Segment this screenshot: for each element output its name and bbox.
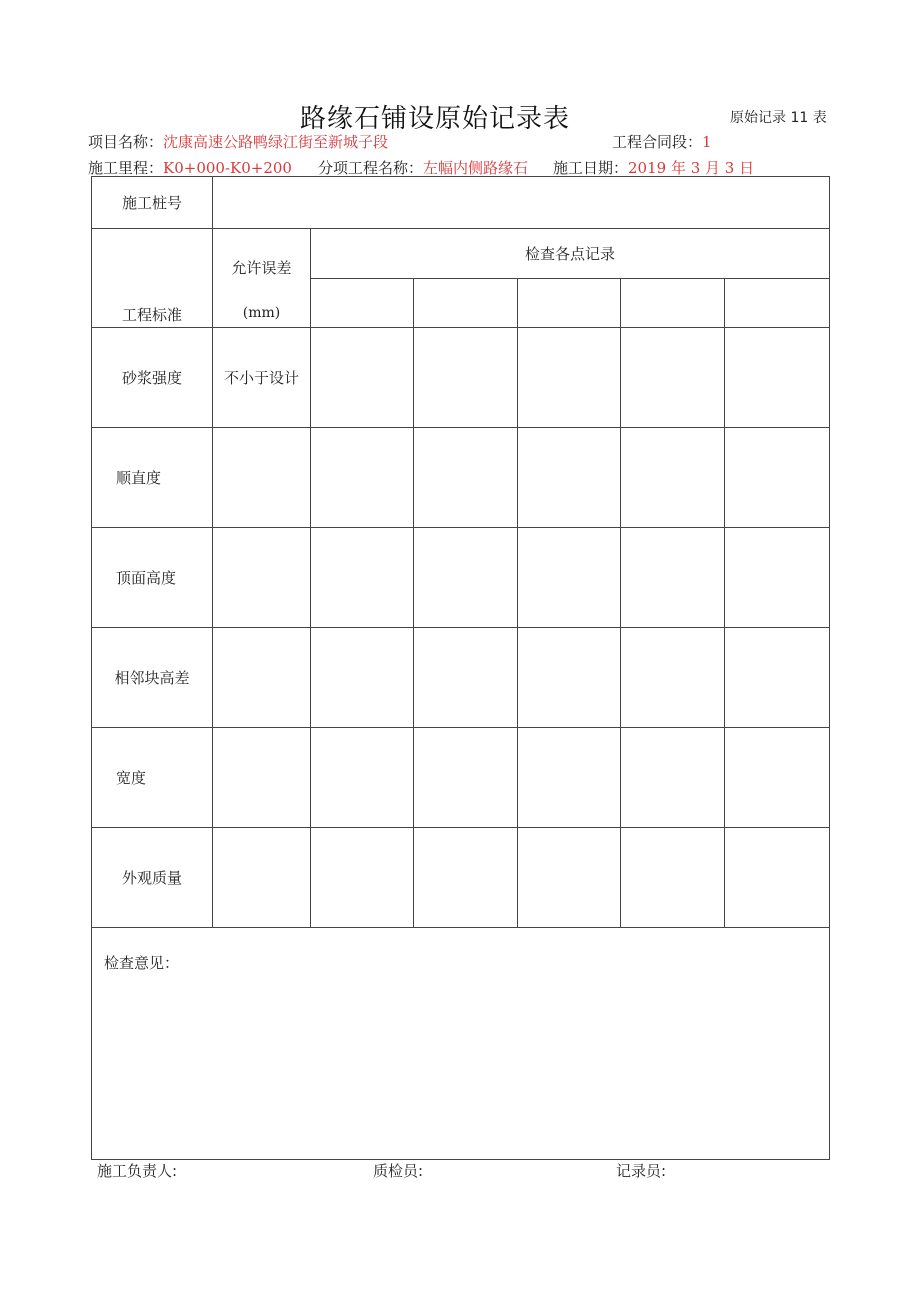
row-label: 外观质量: [92, 828, 213, 928]
table-row: [92, 528, 830, 628]
record-cell[interactable]: [725, 728, 830, 828]
record-cell[interactable]: [621, 528, 725, 628]
row-tolerance[interactable]: [213, 828, 311, 928]
stake-row: [92, 177, 830, 229]
check-point-cell[interactable]: [725, 278, 830, 328]
standard-label-cell: [92, 229, 213, 328]
record-cell[interactable]: [311, 628, 414, 728]
record-cell[interactable]: [518, 628, 621, 728]
row-label: 宽度: [92, 728, 213, 828]
record-cell[interactable]: [311, 828, 414, 928]
recorder-signature: 记录员:: [616, 1162, 667, 1180]
opinion-label: 检查意见：: [104, 954, 180, 972]
table-row: [92, 428, 830, 528]
subitem-value: 左幅内侧路缘石: [423, 159, 529, 177]
table-row: [92, 828, 830, 928]
page-title: 路缘石铺设原始记录表: [300, 104, 571, 134]
inspector-signature: 质检员:: [373, 1162, 424, 1180]
row-label: 顺直度: [92, 428, 213, 528]
record-cell[interactable]: [725, 528, 830, 628]
row-label: 砂浆强度: [92, 328, 213, 428]
check-point-cell[interactable]: [414, 278, 518, 328]
record-cell[interactable]: [414, 328, 518, 428]
row-tolerance[interactable]: [213, 528, 311, 628]
table-row: [92, 328, 830, 428]
record-cell[interactable]: [518, 528, 621, 628]
opinion-cell[interactable]: [92, 928, 830, 1160]
record-cell[interactable]: [311, 328, 414, 428]
form-number: 原始记录 11 表: [730, 110, 827, 126]
check-point-cell[interactable]: [621, 278, 725, 328]
record-cell[interactable]: [621, 828, 725, 928]
record-cell[interactable]: [414, 528, 518, 628]
record-cell[interactable]: [518, 828, 621, 928]
date-line: [553, 157, 754, 178]
project-name-line: [88, 131, 388, 152]
row-tolerance[interactable]: [213, 628, 311, 728]
row-tolerance[interactable]: [213, 728, 311, 828]
date-value: 2019 年 3 月 3 日: [628, 159, 755, 177]
contract-section-value: 1: [702, 133, 712, 151]
date-label: 施工日期：: [553, 159, 629, 177]
subitem-label: 分项工程名称：: [318, 159, 424, 177]
record-cell[interactable]: [311, 528, 414, 628]
check-point-cell[interactable]: [518, 278, 621, 328]
record-cell[interactable]: [621, 728, 725, 828]
subitem-line: [318, 157, 528, 178]
record-cell[interactable]: [518, 428, 621, 528]
record-cell[interactable]: [414, 728, 518, 828]
standard-label: 工程标准: [121, 306, 182, 324]
record-cell[interactable]: [518, 728, 621, 828]
record-cell[interactable]: [414, 428, 518, 528]
record-cell[interactable]: [621, 628, 725, 728]
project-name-label: 项目名称：: [88, 133, 164, 151]
record-cell[interactable]: [414, 628, 518, 728]
contract-section-label: 工程合同段：: [612, 133, 703, 151]
project-name-value: 沈康高速公路鸭绿江街至新城子段: [163, 133, 389, 151]
record-cell[interactable]: [725, 328, 830, 428]
opinion-row: [92, 928, 830, 1160]
standard-header-row: [92, 229, 830, 279]
record-cell[interactable]: [311, 428, 414, 528]
record-cell[interactable]: [414, 828, 518, 928]
record-cell[interactable]: [311, 728, 414, 828]
stake-label: 施工桩号: [92, 177, 213, 229]
tolerance-label: 允许误差: [231, 259, 292, 277]
row-label: 相邻块高差: [92, 628, 213, 728]
tolerance-header-cell: [213, 229, 311, 328]
check-points-header: 检查各点记录: [311, 229, 830, 279]
mileage-line: [88, 157, 292, 178]
construction-lead-signature: 施工负责人:: [97, 1162, 178, 1180]
record-table: [91, 176, 830, 1160]
record-cell[interactable]: [725, 628, 830, 728]
table-row: [92, 628, 830, 728]
row-tolerance: 不小于设计: [213, 328, 311, 428]
record-cell[interactable]: [518, 328, 621, 428]
stake-input-cell[interactable]: [213, 177, 830, 229]
record-cell[interactable]: [725, 828, 830, 928]
check-point-cell[interactable]: [311, 278, 414, 328]
record-cell[interactable]: [621, 428, 725, 528]
mileage-label: 施工里程：: [88, 159, 164, 177]
record-cell[interactable]: [725, 428, 830, 528]
record-cell[interactable]: [621, 328, 725, 428]
tolerance-unit: (mm): [242, 305, 281, 321]
row-label: 顶面高度: [92, 528, 213, 628]
row-tolerance[interactable]: [213, 428, 311, 528]
mileage-value: K0+000-K0+200: [163, 159, 292, 177]
table-row: [92, 728, 830, 828]
contract-section-line: [612, 131, 712, 152]
